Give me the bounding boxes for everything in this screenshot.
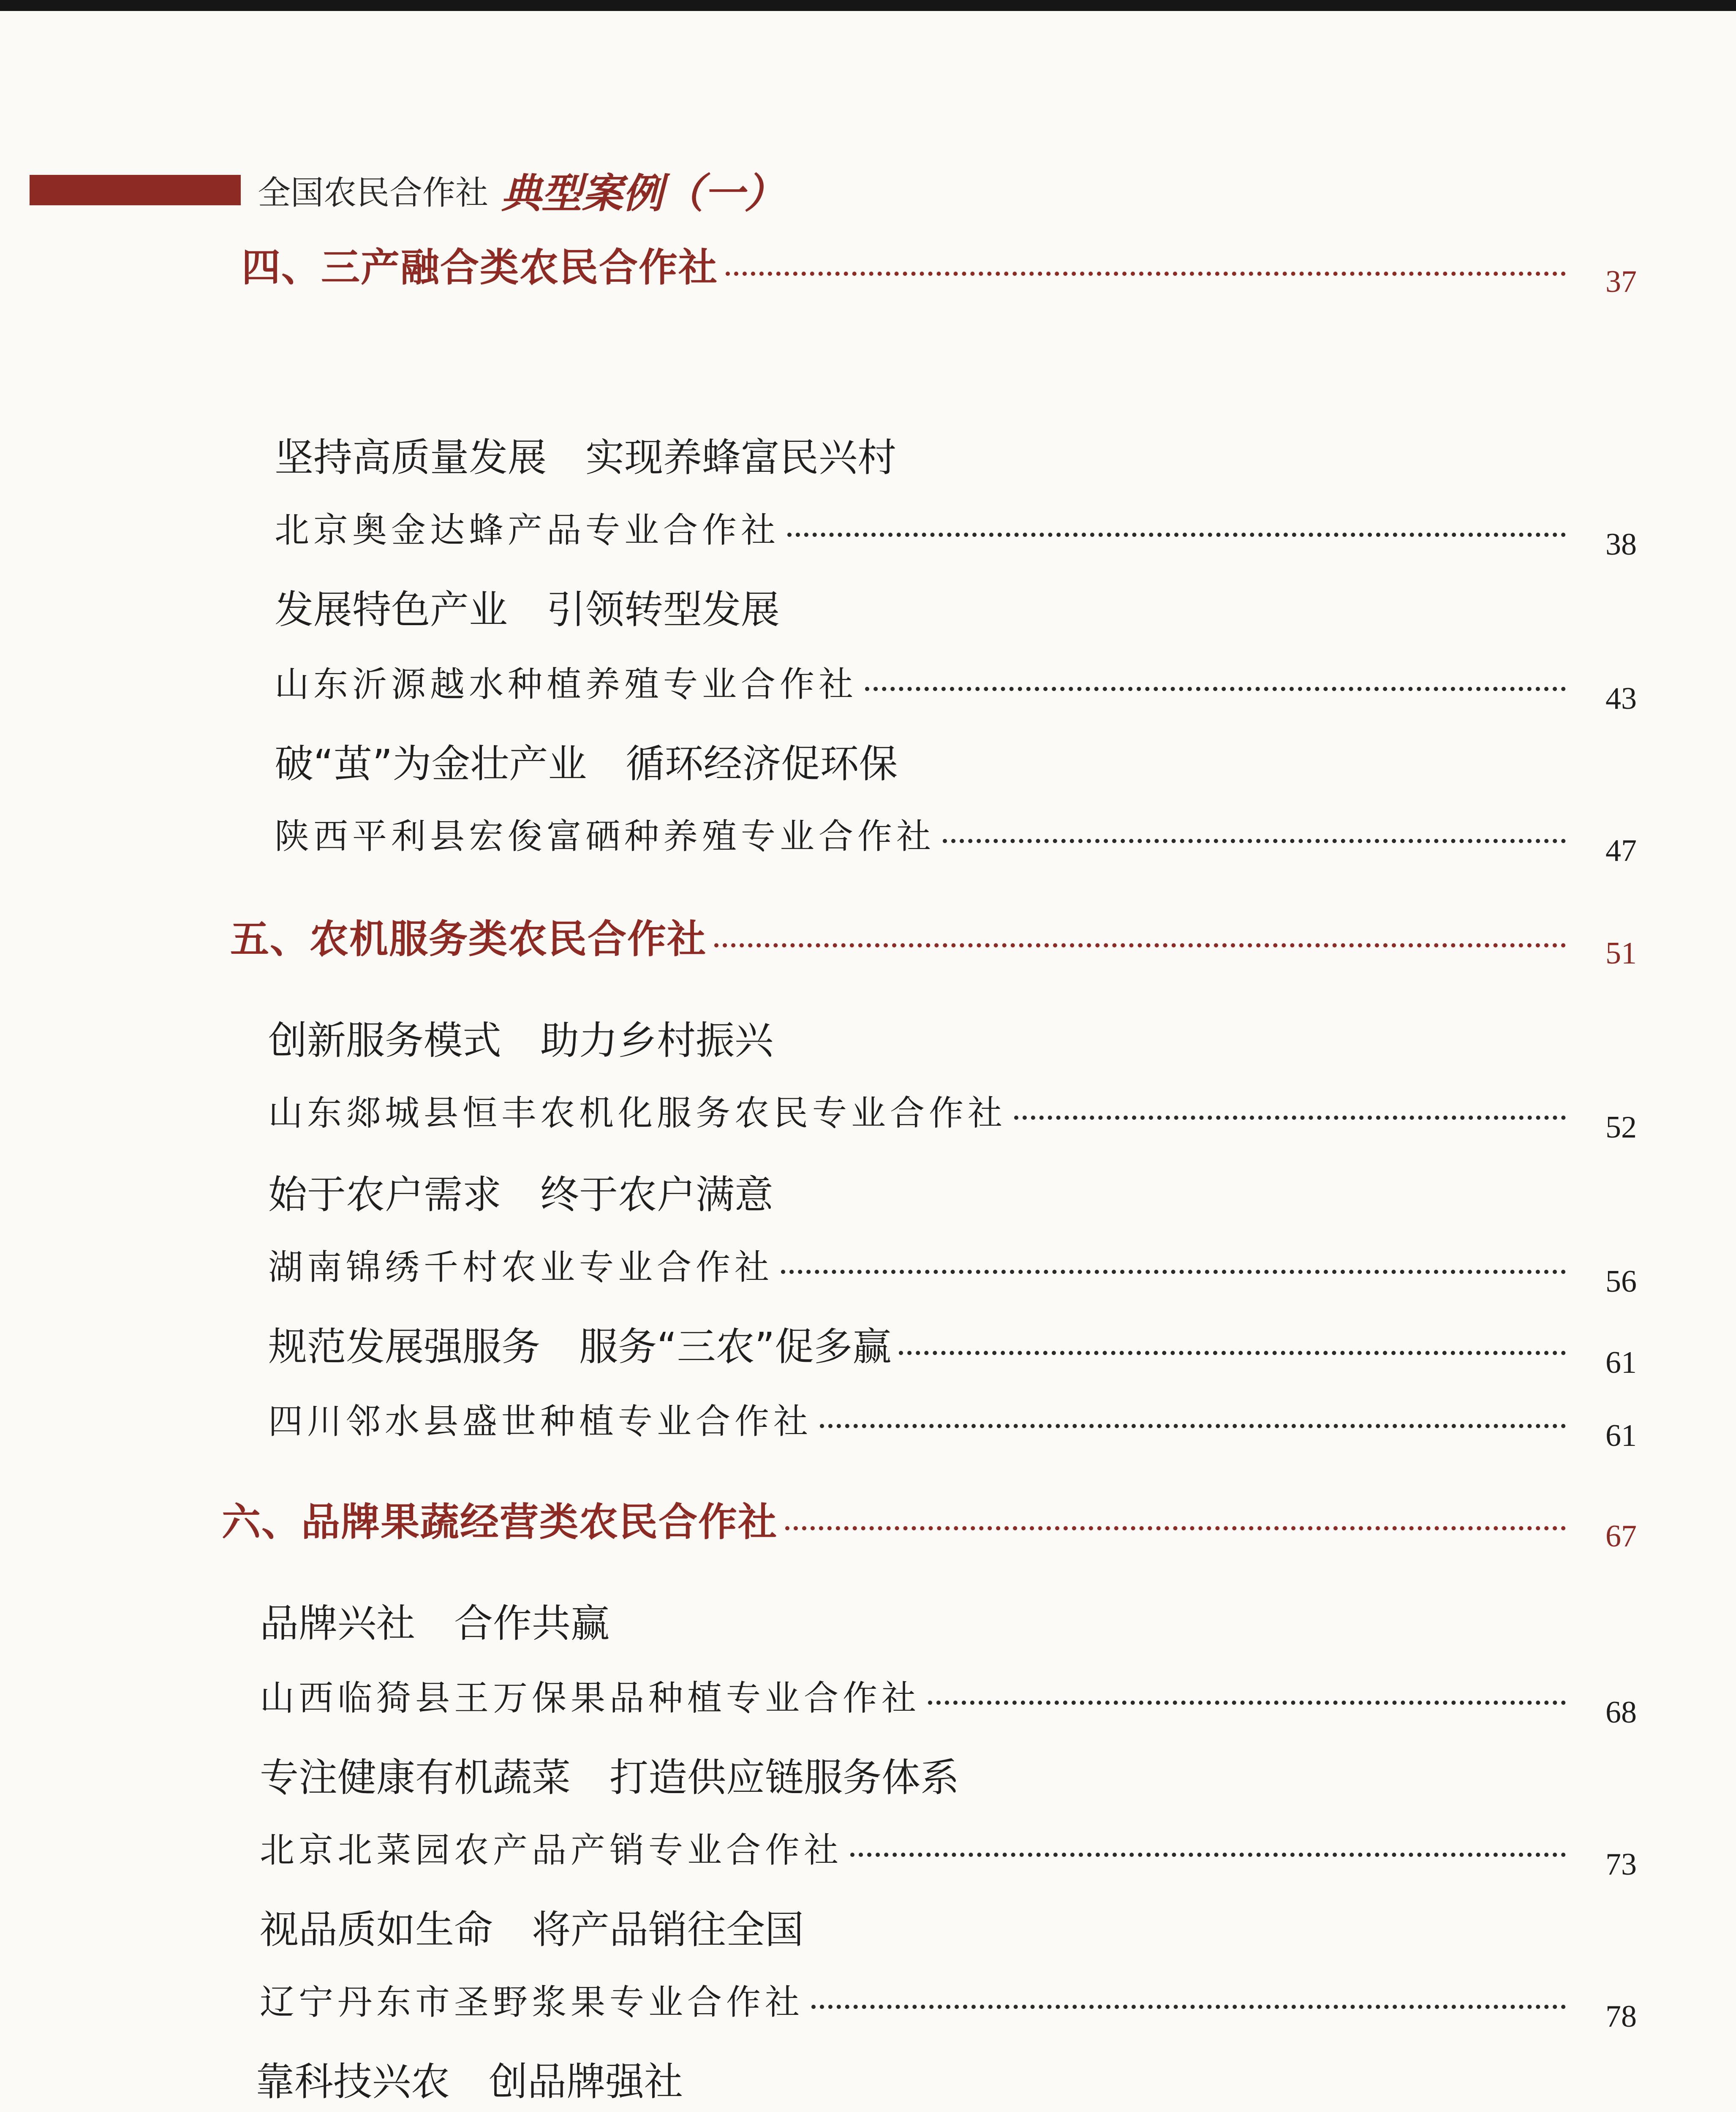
toc-article-title[interactable] — [268, 1010, 773, 1065]
toc-page-number: 78 — [1605, 1999, 1637, 2034]
toc-entry-text: 辽宁丹东市圣野浆果专业合作社 — [260, 1982, 804, 2022]
dot-leader — [785, 1526, 1566, 1530]
toc-section-heading[interactable] — [242, 237, 1637, 299]
toc-cooperative-name[interactable] — [260, 1975, 1637, 2034]
toc-page-number: 56 — [1605, 1264, 1637, 1299]
toc-entry-text: 五、农机服务类农民合作社 — [230, 917, 707, 962]
dot-leader — [726, 272, 1566, 276]
toc-page-number: 67 — [1605, 1519, 1637, 1554]
toc-cooperative-name[interactable] — [268, 1240, 1637, 1299]
toc-page-number: 52 — [1605, 1110, 1637, 1145]
dot-leader — [714, 943, 1566, 947]
toc-entry-text: 山西临猗县王万保果品种植专业合作社 — [260, 1678, 921, 1718]
toc-entry-text: 山东沂源越水种植养殖专业合作社 — [275, 664, 858, 705]
toc-entry-text: 发展特色产业 引领转型发展 — [275, 587, 780, 632]
toc-entry-text: 湖南锦绣千村农业专业合作社 — [268, 1247, 774, 1287]
toc-article-title[interactable] — [260, 1747, 959, 1802]
toc-entry-text: 四、三产融合类农民合作社 — [242, 245, 718, 290]
toc-page-number: 61 — [1605, 1418, 1637, 1453]
toc-entry-text: 创新服务模式 助力乡村振兴 — [268, 1018, 774, 1063]
toc-article-title[interactable] — [275, 579, 780, 634]
toc-entry-text: 北京北菜园农产品产销专业合作社 — [260, 1830, 843, 1870]
dot-leader — [943, 839, 1566, 843]
toc-entry-text: 破“茧”为金壮产业 循环经济促环保 — [275, 741, 898, 787]
dot-leader — [865, 687, 1566, 691]
dot-leader — [899, 1351, 1566, 1355]
toc-entry-text: 坚持高质量发展 实现养蜂富民兴村 — [275, 435, 897, 480]
toc-article-title[interactable] — [275, 427, 896, 482]
toc-article-title[interactable] — [268, 1316, 1637, 1380]
toc-page-number: 37 — [1605, 264, 1637, 299]
toc-section-heading[interactable] — [230, 908, 1637, 971]
toc-section-heading[interactable] — [222, 1491, 1637, 1554]
header-book-title: 典型案例（一） — [501, 169, 785, 217]
toc-cooperative-name[interactable] — [275, 657, 1637, 716]
header-series-name: 全国农民合作社 — [258, 174, 489, 212]
toc-entry-text: 陕西平利县宏俊富硒种养殖专业合作社 — [275, 816, 936, 857]
toc-entry-text: 始于农户需求 终于农户满意 — [268, 1172, 774, 1217]
toc-entry-text: 靠科技兴农 创品牌强社 — [256, 2059, 683, 2104]
toc-article-title[interactable] — [260, 1592, 610, 1648]
toc-page-number: 51 — [1605, 936, 1637, 971]
toc-cooperative-name[interactable] — [268, 1394, 1637, 1453]
toc-entry-text: 规范发展强服务 服务“三农”促多赢 — [268, 1324, 892, 1369]
toc-page-number: 68 — [1605, 1695, 1637, 1730]
dot-leader — [787, 533, 1566, 537]
toc-entry-text: 四川邻水县盛世种植专业合作社 — [268, 1402, 813, 1442]
toc-page-number: 73 — [1605, 1847, 1637, 1882]
toc-page-number: 38 — [1605, 527, 1637, 562]
dot-leader — [811, 2005, 1566, 2009]
toc-entry-text: 品牌兴社 合作共赢 — [260, 1601, 610, 1646]
toc-page-number: 61 — [1605, 1345, 1637, 1380]
toc-entry-text: 专注健康有机蔬菜 打造供应链服务体系 — [260, 1755, 960, 1800]
toc-entry-text: 六、品牌果蔬经营类农民合作社 — [222, 1500, 778, 1545]
dot-leader — [781, 1270, 1566, 1274]
toc-cooperative-name[interactable] — [260, 1823, 1637, 1882]
dot-leader — [820, 1424, 1566, 1428]
toc-cooperative-name[interactable] — [275, 503, 1637, 562]
dot-leader — [850, 1853, 1566, 1857]
toc-entry-text: 北京奥金达蜂产品专业合作社 — [275, 510, 780, 550]
toc-article-title[interactable] — [260, 1899, 804, 1954]
toc-article-title[interactable] — [275, 733, 898, 789]
toc-entry-text: 视品质如生命 将产品销往全国 — [260, 1907, 804, 1952]
dot-leader — [928, 1701, 1566, 1705]
toc-cooperative-name[interactable] — [275, 809, 1637, 868]
toc-page-number: 47 — [1605, 833, 1637, 868]
toc-article-title[interactable] — [256, 2051, 683, 2107]
toc-cooperative-name[interactable] — [268, 1086, 1637, 1145]
toc-article-title[interactable] — [268, 1164, 773, 1219]
toc-entry-text: 山东郯城县恒丰农机化服务农民专业合作社 — [268, 1093, 1007, 1133]
dot-leader — [1014, 1116, 1566, 1120]
toc-cooperative-name[interactable] — [260, 1671, 1637, 1730]
toc-page-number: 43 — [1605, 681, 1637, 716]
